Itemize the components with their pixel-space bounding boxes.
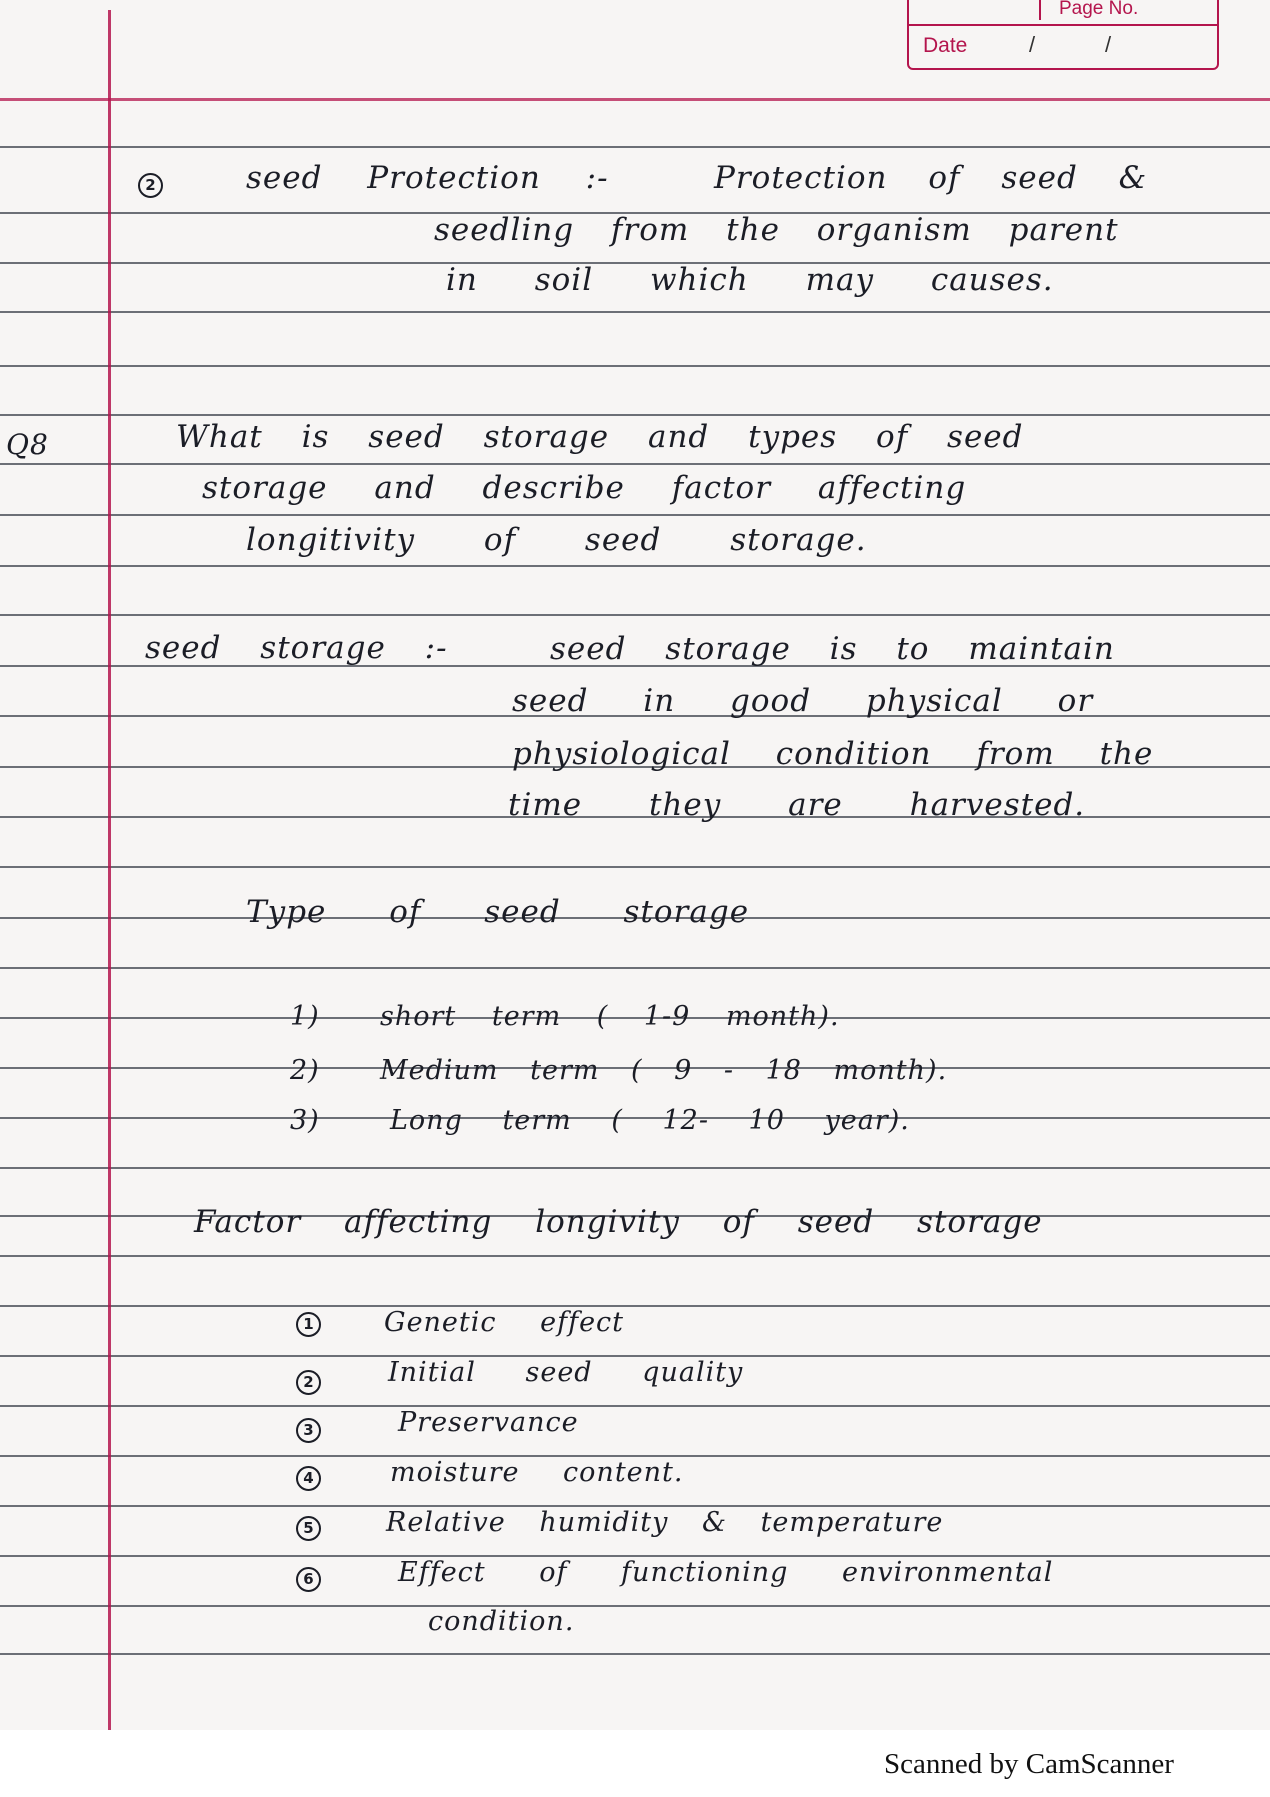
seed-protection-line: Protection of seed &	[714, 160, 1148, 196]
question-line: storage and describe factor affecting	[202, 470, 967, 506]
factor-text: Effect of functioning environmental	[398, 1557, 1054, 1588]
ruled-line	[0, 514, 1270, 516]
scanner-watermark: Scanned by CamScanner	[884, 1748, 1174, 1780]
header-rule	[0, 98, 1270, 101]
box-divider	[1039, 0, 1041, 20]
storage-type-number: 3)	[290, 1105, 320, 1136]
ruled-line	[0, 1167, 1270, 1169]
ruled-line	[0, 1605, 1270, 1607]
factor-text: Preservance	[398, 1407, 579, 1438]
storage-type-number: 1)	[290, 1001, 320, 1032]
factor-text: Initial seed quality	[388, 1357, 744, 1388]
date-label: Date	[923, 34, 968, 57]
ruled-line	[0, 614, 1270, 616]
page-no-label: Page No.	[1059, 0, 1139, 19]
ruled-line	[0, 311, 1270, 313]
storage-types-title: Type of seed storage	[246, 894, 750, 930]
ruled-line	[0, 1653, 1270, 1655]
question-line: longitivity of seed storage.	[246, 522, 867, 558]
date-separator: /	[1029, 32, 1036, 57]
storage-type-text: Long term ( 12- 10 year).	[390, 1105, 910, 1136]
question-number: Q8	[6, 428, 49, 461]
ruled-line	[0, 1405, 1270, 1407]
seed-protection-line: seedling from the organism parent	[434, 212, 1119, 248]
factor-number: 2	[296, 1370, 321, 1395]
ruled-line	[0, 565, 1270, 567]
storage-type-text: short term ( 1-9 month).	[380, 1001, 840, 1032]
date-separator: /	[1105, 32, 1112, 57]
seed-protection-number: 2	[138, 173, 163, 198]
margin-line	[108, 10, 111, 1730]
factor-number: 5	[296, 1516, 321, 1541]
ruled-line	[0, 365, 1270, 367]
question-line: What is seed storage and types of seed	[176, 419, 1024, 455]
box-rule	[909, 24, 1217, 26]
ruled-line	[0, 463, 1270, 465]
factor-number: 4	[296, 1466, 321, 1491]
ruled-line	[0, 1255, 1270, 1257]
answer-line: seed storage is to maintain	[550, 631, 1115, 667]
factor-continuation: condition.	[428, 1606, 575, 1637]
ruled-line	[0, 1305, 1270, 1307]
answer-line: time they are harvested.	[508, 787, 1086, 823]
seed-protection-heading: seed Protection :-	[246, 160, 609, 196]
factor-number: 1	[296, 1312, 321, 1337]
ruled-line	[0, 146, 1270, 148]
factors-title: Factor affecting longivity of seed storage	[194, 1204, 1043, 1240]
answer-heading: seed storage :-	[145, 630, 448, 666]
answer-line: physiological condition from the	[512, 736, 1154, 772]
factor-text: Relative humidity & temperature	[386, 1507, 944, 1538]
ruled-line	[0, 866, 1270, 868]
storage-type-text: Medium term ( 9 - 18 month).	[380, 1055, 948, 1086]
ruled-line	[0, 967, 1270, 969]
factor-number: 6	[296, 1567, 321, 1592]
ruled-line	[0, 414, 1270, 416]
factor-text: moisture content.	[390, 1457, 684, 1488]
date-page-box	[907, 0, 1219, 70]
factor-number: 3	[296, 1418, 321, 1443]
factor-text: Genetic effect	[384, 1307, 625, 1338]
storage-type-number: 2)	[290, 1055, 320, 1086]
seed-protection-line: in soil which may causes.	[446, 262, 1054, 298]
answer-line: seed in good physical or	[512, 683, 1094, 719]
